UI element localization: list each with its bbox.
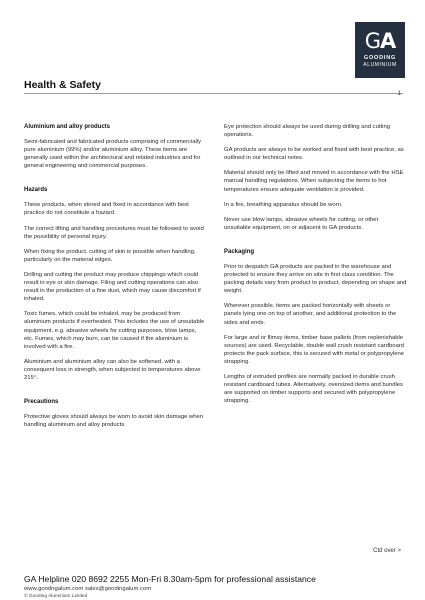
section-heading-products: Aluminium and alloy products	[24, 124, 111, 130]
paragraph: The correct lifting and handling procedures must be followed to avoid the possibility of personal injury.	[24, 225, 204, 240]
header-divider	[24, 93, 403, 94]
page-title: Health & Safety	[24, 79, 102, 91]
paragraph: Aluminium and aluminium alloy can also be softened, with a consequent loss in strength, when subjected to temperatures above 215°.	[24, 358, 201, 381]
logo-mark-g: G	[364, 29, 380, 53]
logo-mark	[355, 30, 405, 52]
section-heading-packaging: Packaging	[224, 248, 255, 255]
paragraph: In a fire, breathing apparatus should be worn.	[224, 201, 343, 208]
paragraph: Prior to despatch GA products are packed in the warehouse and protected to ensure they arrive on site in first class condition. The packing details vary from product to product, depending on shape and weight.	[224, 263, 407, 295]
paragraph: Drilling and cutting the product may produce chippings which could result in eye or skin damage. Filing and cutting operations can also result in the production of a fine dust, which may cause discomfort if inhaled.	[24, 271, 201, 303]
paragraph: Semi-fabricated and fabricated products comprising of commercially pure aluminium (99%) and/or aluminium alloy. These items are generally used within the architectural and related industries and for general engineering and commercial purposes.	[24, 139, 202, 170]
paragraph: Toxic fumes, which could be inhaled, may be produced from aluminium products if overheated. This includes the use of unsuitable equipment, e.g. abrasive wheels for cutting purposes, blow lamps, etc. Fumes, which may burn, can be caused if the aluminium is involved with a fire.	[24, 311, 205, 350]
paragraph: Material should only be lifted and moved in accordance with the HSE manual handling regulations. When subjecting the items to hot temperatures ensure adequate ventilation is provided.	[224, 170, 404, 193]
helpline-text: GA Helpline 020 8692 2255 Mon-Fri 8.30am-5pm for professional assistance	[24, 574, 316, 584]
gooding-aluminium-logo	[355, 22, 405, 78]
paragraph: Eye protection should always be used during drilling and cutting operations.	[224, 124, 391, 139]
paragraph: When fixing the product, cutting of skin is possible when handling, particularly on the material edges.	[24, 248, 196, 263]
continued-over-note: Ctd over >	[373, 548, 401, 554]
logo-brand-name: GOODING	[363, 55, 397, 61]
section-heading-hazards: Hazards	[24, 187, 48, 194]
section-heading-precautions: Precautions	[24, 399, 59, 406]
copyright-notice: © Gooding Aluminium Limited	[24, 594, 88, 599]
page-number: 1	[397, 91, 401, 97]
paragraph: Wherever possible, items are packed horizontally with sheets or panels lying one on top of another, and additional protection to the sides and ends.	[224, 303, 397, 326]
paragraph: Lengths of extruded profiles are normally packed in durable crush resistant cardboard tubes. Alternatively, oversized items and bundles are supported on timber supports and secured with polypropylene strapping.	[224, 373, 403, 405]
left-column	[24, 123, 207, 436]
paragraph: Never use blow lamps, abrasive wheels for cutting, or other unsuitable equipment, on or adjacent to GA products.	[224, 216, 379, 231]
paragraph: For large and or flimsy items, timber base pallets (from replenishable sources) are used. Recyclable, double wall crush resistant cardboard protects the pack surface, this is secured with metal or polypropylene strapping.	[224, 334, 405, 365]
logo-brand-subname: ALUMINIUM	[363, 62, 397, 68]
paragraph: Protective gloves should always be worn to avoid skin damage when handling aluminium and alloy products.	[24, 414, 204, 429]
contact-links: www.goodngalum.com sales@goodingalum.com	[24, 586, 152, 592]
paragraph: GA products are always to be worked and fixed with best practice, as outlined in our technical notes.	[224, 147, 404, 162]
paragraph: These products, when stored and fixed in accordance with best practice do not constitute a hazard.	[24, 202, 189, 217]
logo-mark-a: A	[380, 29, 396, 53]
right-column	[224, 123, 407, 412]
